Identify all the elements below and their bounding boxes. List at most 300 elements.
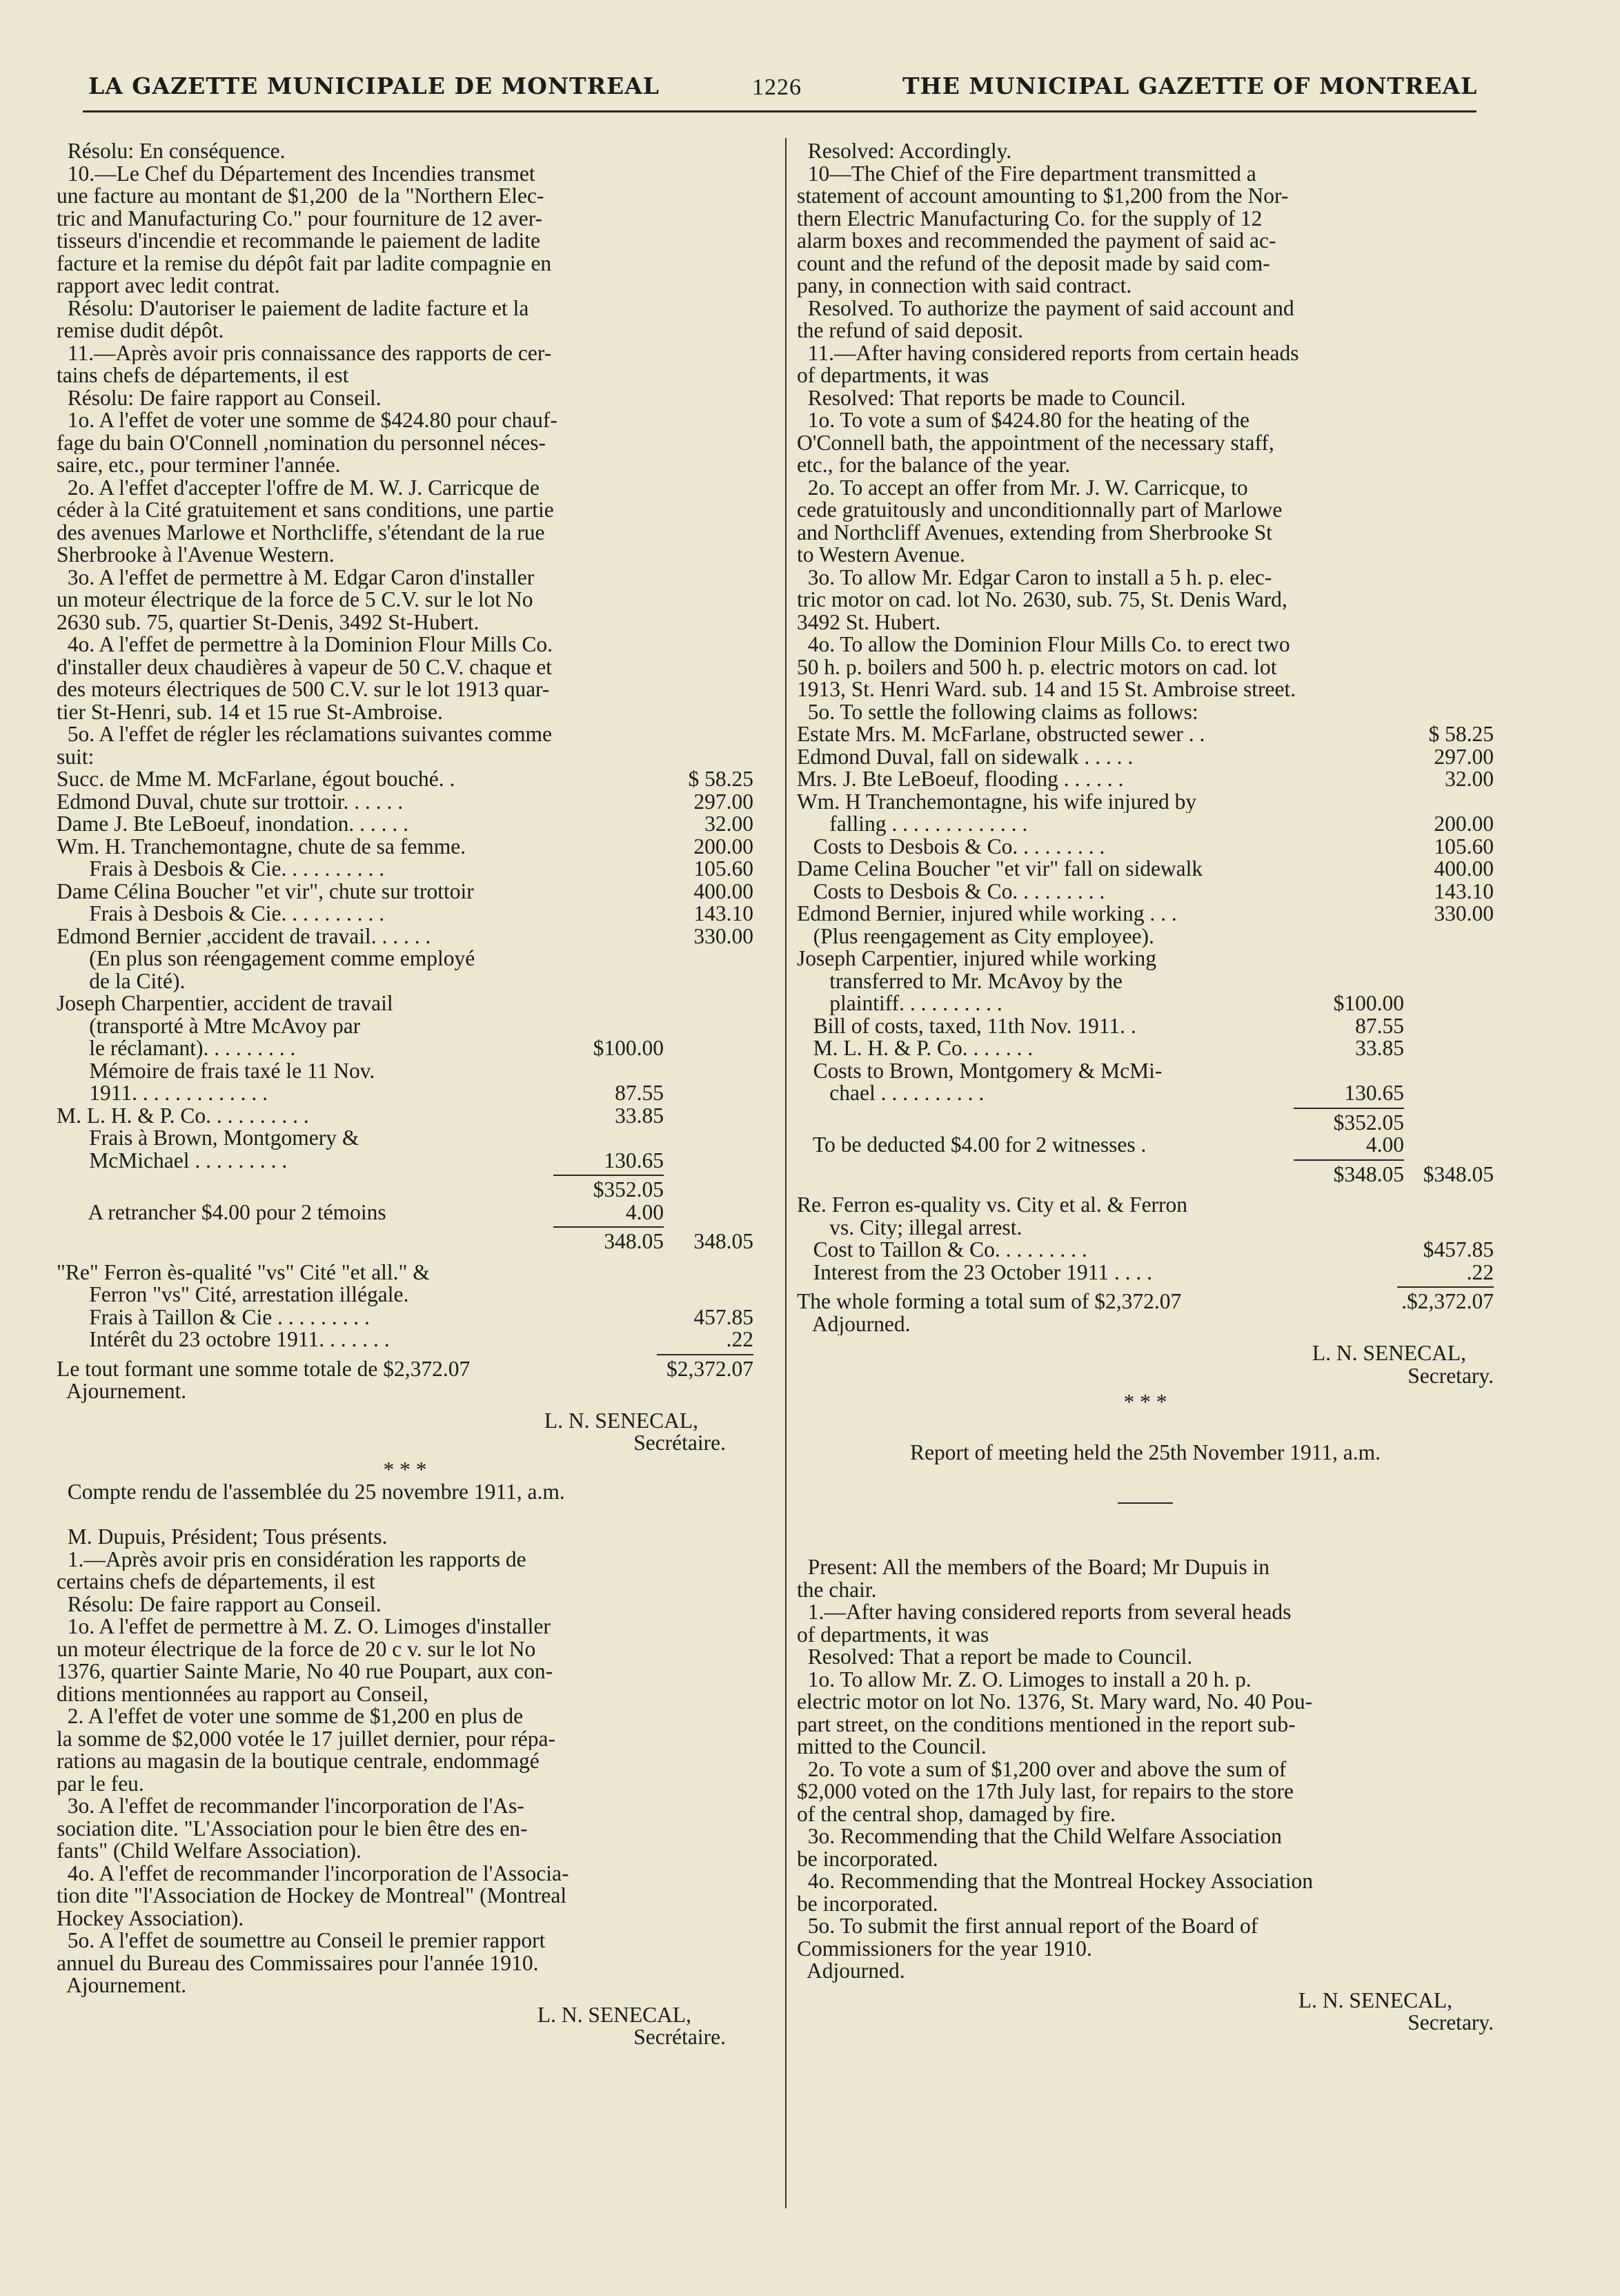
claim-amount: 32.00 <box>1445 767 1494 791</box>
grand-total-row <box>57 1358 753 1381</box>
claim-row <box>797 858 1494 881</box>
text-line: of the central shop, damaged by fire. <box>797 1803 1116 1825</box>
claim-amount <box>664 1150 753 1172</box>
deduction-label: A retrancher $4.00 pour 2 témoins <box>57 1199 386 1224</box>
claim-label: M. L. H. & P. Co. . . . . . . <box>797 1037 1034 1060</box>
claim-label: Cost to Taillon & Co. . . . . . . . . <box>797 1237 1087 1262</box>
spacer <box>57 1179 560 1201</box>
claim-row <box>57 1150 753 1172</box>
header-right-title: THE MUNICIPAL GAZETTE OF MONTREAL <box>902 72 1478 99</box>
claim-subamount <box>1301 858 1404 881</box>
claim-row <box>57 925 753 948</box>
text-line: of departments, it was <box>797 364 989 387</box>
text-line: 2630 sub. 75, quartier St-Denis, 3492 St-Hubert. <box>57 611 480 634</box>
text-line: Resolved. To authorize the payment of said account and <box>797 297 1294 320</box>
text-line: Ferron "vs" Cité, arrestation illégale. <box>57 1284 409 1306</box>
text-line: un moteur électrique de la force de 20 c v. sur le lot No <box>57 1638 536 1660</box>
claim-row <box>797 768 1494 791</box>
claim-amount <box>664 970 753 993</box>
text-line: Resolved: Accordingly. <box>797 140 1012 163</box>
claim-subamount <box>560 858 664 881</box>
text-line: Hockey Association). <box>57 1907 244 1930</box>
claim-subamount <box>1301 813 1404 836</box>
text-line: céder à la Cité gratuitement et sans conditions, une partie <box>57 499 554 522</box>
net-row <box>797 1161 1494 1186</box>
text-line: Adjourned. <box>797 1313 911 1335</box>
claim-amount: 330.00 <box>693 923 753 948</box>
text-line: un moteur électrique de la force de 5 C.V. sur le lot No <box>57 589 533 611</box>
text-line: M. Dupuis, Président; Tous présents. <box>57 1526 388 1549</box>
text-line: 3492 St. Hubert. <box>797 611 941 634</box>
claim-amount <box>664 1127 753 1150</box>
claim-label: Edmond Duval, chute sur trottoir. . . . . . <box>57 790 404 813</box>
text-line: and Northcliff Avenues, extending from Sherbrooke St <box>797 521 1273 544</box>
claim-subamount <box>560 1015 664 1038</box>
claim-label: chael . . . . . . . . . . <box>797 1082 985 1105</box>
claim-row <box>797 1259 1494 1284</box>
text-line: 4o. A l'effet de recommander l'incorporation de l'Associa- <box>57 1862 569 1885</box>
subtotal-row <box>797 1112 1494 1135</box>
deduction-label: To be deducted $4.00 for 2 witnesses . <box>797 1132 1147 1157</box>
text-line: electric motor on lot No. 1376, St. Mary ward, No. 40 Pou- <box>797 1691 1313 1714</box>
grand-total-label: Le tout formant une somme totale de $2,372.07 <box>57 1356 471 1381</box>
text-line: annuel du Bureau des Commissaires pour l'année 1910. <box>57 1952 539 1974</box>
page-number: 1226 <box>752 75 802 100</box>
claim-amount: 143.10 <box>693 901 753 925</box>
text-line: count and the refund of the deposit made by said com- <box>797 252 1270 275</box>
claim-row <box>797 948 1494 970</box>
spacer <box>664 1201 753 1224</box>
claim-row <box>57 881 753 903</box>
text-line: be incorporated. <box>797 1847 938 1870</box>
text-line: Ajournement. <box>57 1974 187 1997</box>
text-line: the chair. <box>797 1578 877 1601</box>
text-line: 5o. A l'effet de soumettre au Conseil le premier rapport <box>57 1930 546 1952</box>
subtotal-rule <box>1294 1108 1404 1109</box>
claim-subamount <box>1301 970 1404 993</box>
text-line: 2o. To accept an offer from Mr. J. W. Carricque, to <box>797 476 1248 499</box>
spacer <box>797 1164 1301 1186</box>
text-line: fants" (Child Welfare Association). <box>57 1840 362 1863</box>
net-rule <box>1294 1159 1404 1161</box>
claim-label: Mémoire de frais taxé le 11 Nov. <box>57 1059 375 1082</box>
column-divider <box>785 138 787 2208</box>
spacer <box>1404 1112 1494 1135</box>
claim-row <box>57 1060 753 1083</box>
claim-label: Mrs. J. Bte LeBoeuf, flooding . . . . . . <box>797 768 1124 791</box>
text-line: 2o. To vote a sum of $1,200 over and above the sum of <box>797 1758 1287 1780</box>
text-line: 11.—After having considered reports from certain heads <box>797 342 1299 364</box>
text-line: to Western Avenue. <box>797 544 965 567</box>
text-line: remise dudit dépôt. <box>57 320 224 342</box>
grand-total-value: $2,372.07 <box>666 1356 753 1381</box>
text-line: 5o. To submit the first annual report of the Board of <box>797 1915 1258 1938</box>
spacer <box>664 1179 753 1201</box>
text-line: tion dite "l'Association de Hockey de Montreal" (Montreal <box>57 1885 567 1907</box>
claim-label: Intérêt du 23 octobre 1911. . . . . . . <box>57 1327 390 1351</box>
claim-amount: $457.85 <box>1423 1237 1494 1262</box>
claim-subamount <box>1301 746 1404 769</box>
claim-label: Edmond Bernier ,accident de travail. . . . . . <box>57 925 431 948</box>
text-line: rapport avec ledit contrat. <box>57 275 280 297</box>
claim-row <box>57 791 753 814</box>
claim-amount <box>664 948 753 970</box>
text-line: 10.—Le Chef du Département des Incendies transmet <box>57 162 535 185</box>
claim-amount <box>1404 1060 1494 1083</box>
text-line: sociation dite. "L'Association pour le bien être des en- <box>57 1817 528 1840</box>
claim-subamount <box>560 903 664 925</box>
claim-amount <box>1404 925 1494 948</box>
text-line: 11.—Après avoir pris connaissance des rapports de cer- <box>57 342 552 364</box>
claim-subamount <box>560 813 664 836</box>
text-line: $2,000 voted on the 17th July last, for repairs to the store <box>797 1780 1294 1803</box>
claim-label: transferred to Mr. McAvoy by the <box>797 970 1123 992</box>
text-line: des moteurs électriques de 500 C.V. sur le lot 1913 quar- <box>57 678 550 701</box>
text-line: tric motor on cad. lot No. 2630, sub. 75, St. Denis Ward, <box>797 589 1287 611</box>
claim-label: Costs to Desbois & Co. . . . . . . . . <box>797 835 1105 858</box>
claim-label: Costs to Desbois & Co. . . . . . . . . <box>797 880 1105 903</box>
signature-title: Secrétaire. <box>633 2025 726 2049</box>
text-line: des avenues Marlowe et Northcliffe, s'étendant de la rue <box>57 521 545 544</box>
claim-row <box>797 836 1494 858</box>
text-line: etc., for the balance of the year. <box>797 454 1071 477</box>
claim-subamount <box>1301 723 1404 746</box>
claim-row <box>57 1015 753 1038</box>
text-line: thern Electric Manufacturing Co. for the supply of 12 <box>797 207 1263 230</box>
text-line: 3o. A l'effet de recommander l'incorporation de l'As- <box>57 1795 524 1818</box>
claim-label: Interest from the 23 October 1911 . . . . <box>797 1259 1152 1284</box>
text-line: Resolved: That reports be made to Council. <box>797 386 1186 409</box>
claim-amount <box>664 1060 753 1083</box>
claim-row <box>797 881 1494 903</box>
spacer <box>797 1186 1494 1194</box>
claim-label: (transporté à Mtre McAvoy par <box>57 1014 361 1037</box>
deduction-row <box>57 1201 753 1224</box>
claim-row <box>57 836 753 858</box>
claim-row <box>57 813 753 836</box>
text-line: 3o. A l'effet de permettre à M. Edgar Caron d'installer <box>57 566 535 589</box>
claim-row <box>57 1105 753 1128</box>
net-total: $348.05 <box>1423 1161 1494 1186</box>
claim-label: Estate Mrs. M. McFarlane, obstructed sewer . . <box>797 723 1205 746</box>
claim-row <box>797 970 1494 993</box>
claim-amount: 200.00 <box>1434 812 1494 836</box>
claim-amount <box>664 1037 753 1060</box>
text-line: cede gratuitously and unconditionnally part of Marlowe <box>797 499 1283 522</box>
subtotal-value: $352.05 <box>1333 1110 1404 1135</box>
claim-label: plaintiff. . . . . . . . . . <box>797 992 1002 1015</box>
net-value: $348.05 <box>1333 1161 1404 1186</box>
text-line: 1376, quartier Sainte Marie, No 40 rue Poupart, aux con- <box>57 1660 553 1683</box>
claim-subamount <box>560 970 664 993</box>
claim-label: Frais à Taillon & Cie . . . . . . . . . <box>57 1304 370 1329</box>
claim-row <box>57 768 753 791</box>
claim-row <box>57 1328 753 1351</box>
text-line: O'Connell bath, the appointment of the necessary staff, <box>797 431 1274 454</box>
grand-total-value: .$2,372.07 <box>1401 1289 1494 1313</box>
claim-label: Edmond Bernier, injured while working . . . <box>797 903 1177 925</box>
claim-amount: 105.60 <box>693 856 753 881</box>
claim-label: (Plus reengagement as City employee). <box>797 925 1154 948</box>
claim-label: Joseph Charpentier, accident de travail <box>57 992 393 1015</box>
text-line: tains chefs de départements, il est <box>57 364 349 387</box>
claim-row <box>797 1060 1494 1083</box>
claim-amount: 400.00 <box>1434 856 1494 881</box>
claim-label: Frais à Brown, Montgomery & <box>57 1127 359 1150</box>
signature-name: L. N. SENECAL, <box>544 1408 698 1433</box>
claim-row <box>57 948 753 970</box>
claim-amount: 330.00 <box>1434 901 1494 925</box>
claim-subamount <box>1301 768 1404 791</box>
claim-subamount <box>560 1060 664 1083</box>
claim-row <box>797 723 1494 746</box>
text-line: 1.—After having considered reports from several heads <box>797 1601 1292 1624</box>
claim-label: 1911. . . . . . . . . . . . . <box>57 1082 268 1105</box>
claim-subamount <box>560 836 664 858</box>
english-column <box>797 140 1494 2034</box>
text-line: 1913, St. Henri Ward. sub. 14 and 15 St. Ambroise street. <box>797 678 1296 701</box>
subtotal-row <box>57 1179 753 1201</box>
claim-amount <box>1404 791 1494 814</box>
claim-row <box>57 970 753 993</box>
claim-amount: $ 58.25 <box>688 767 753 791</box>
net-total: 348.05 <box>693 1229 753 1253</box>
text-line: 2. A l'effet de voter une somme de $1,200 en plus de <box>57 1705 524 1728</box>
claim-label: Frais à Desbois & Cie. . . . . . . . . . <box>57 858 385 881</box>
claim-row <box>57 1127 753 1150</box>
claim-subamount <box>1301 903 1404 925</box>
claim-subamount: 130.65 <box>1344 1081 1404 1105</box>
claim-row <box>797 925 1494 948</box>
claim-amount: 400.00 <box>693 879 753 903</box>
claim-label: Edmond Duval, fall on sidewalk . . . . . <box>797 745 1134 768</box>
text-line: facture et la remise du dépôt fait par ladite compagnie en <box>57 252 552 275</box>
short-rule <box>1118 1502 1173 1504</box>
text-line: mitted to the Council. <box>797 1736 987 1758</box>
text-line: alarm boxes and recommended the payment of said ac- <box>797 230 1276 253</box>
text-line: tisseurs d'incendie et recommande le paiement de ladite <box>57 230 541 253</box>
net-rule <box>553 1226 664 1228</box>
claim-subamount: $100.00 <box>1333 991 1404 1015</box>
text-line: 3o. Recommending that the Child Welfare Association <box>797 1825 1282 1848</box>
header-rule <box>83 110 1476 112</box>
signature-name: L. N. SENECAL, <box>1298 1988 1452 2012</box>
text-line: 4o. A l'effet de permettre à la Dominion Flour Mills Co. <box>57 634 553 656</box>
claim-subamount: 130.65 <box>604 1148 664 1172</box>
claim-amount <box>1404 1015 1494 1038</box>
claim-subamount <box>560 791 664 814</box>
spacer <box>57 1230 560 1253</box>
claim-amount <box>1404 970 1494 993</box>
deduction-row <box>797 1134 1494 1157</box>
text-line: Résolu: De faire rapport au Conseil. <box>57 1593 382 1616</box>
text-line: vs. City; illegal arrest. <box>797 1216 1023 1239</box>
claim-row <box>797 1239 1494 1262</box>
claim-amount <box>664 1082 753 1105</box>
claim-row <box>797 746 1494 769</box>
grand-total-label: The whole forming a total sum of $2,372.07 <box>797 1289 1182 1313</box>
text-line: rations au magasin de la boutique centrale, endommagé <box>57 1750 540 1773</box>
claim-subamount <box>560 925 664 948</box>
text-line: Résolu: En conséquence. <box>57 140 286 163</box>
text-line: 5o. To settle the following claims as follows: <box>797 700 1198 723</box>
claim-label: Bill of costs, taxed, 11th Nov. 1911. . <box>797 1014 1136 1037</box>
claim-label: McMichael . . . . . . . . . <box>57 1149 288 1172</box>
claim-row <box>797 903 1494 925</box>
deduction-value: 4.00 <box>625 1199 664 1224</box>
claim-label: M. L. H. & P. Co. . . . . . . . . . <box>57 1104 309 1127</box>
net-row <box>57 1230 753 1253</box>
text-line: Re. Ferron es-quality vs. City et al. & Ferron <box>797 1194 1188 1217</box>
claim-label: Frais à Desbois & Cie. . . . . . . . . . <box>57 903 385 925</box>
claim-amount <box>664 1105 753 1128</box>
claim-row <box>797 1082 1494 1105</box>
claim-subamount: $100.00 <box>593 1036 664 1060</box>
text-line: tier St-Henri, sub. 14 et 15 rue St-Ambroise. <box>57 700 443 723</box>
claim-amount: 105.60 <box>1434 834 1494 858</box>
text-line: 4o. To allow the Dominion Flour Mills Co. to erect two <box>797 634 1290 656</box>
claim-label: de la Cité). <box>57 970 186 992</box>
text-line: part street, on the conditions mentioned in the report sub- <box>797 1713 1296 1736</box>
claim-amount: 457.85 <box>693 1304 753 1329</box>
claim-subamount <box>1301 925 1404 948</box>
claim-subamount <box>1301 881 1404 903</box>
claim-amount <box>1404 1082 1494 1105</box>
claim-subamount: 87.55 <box>1355 1013 1404 1038</box>
text-line: 1.—Après avoir pris en considération les rapports de <box>57 1548 526 1571</box>
text-line: 10—The Chief of the Fire department transmitted a <box>797 162 1256 185</box>
claim-subamount: 33.85 <box>615 1103 664 1128</box>
text-line: be incorporated. <box>797 1892 938 1915</box>
claim-amount <box>1404 1037 1494 1060</box>
total-rule <box>657 1354 753 1355</box>
report-title: Report of meeting held the 25th November 1911, a.m. <box>909 1440 1381 1464</box>
text-line: 1o. To allow Mr. Z. O. Limoges to install a 20 h. p. <box>797 1668 1252 1691</box>
claim-amount <box>664 1015 753 1038</box>
text-line: par le feu. <box>57 1772 144 1795</box>
text-line: d'installer deux chaudières à vapeur de 50 C.V. chaque et <box>57 656 552 678</box>
text-line: "Re" Ferron ès-qualité "vs" Cité "et all." & <box>57 1261 430 1284</box>
claim-row <box>57 858 753 881</box>
text-line: 2o. A l'effet d'accepter l'offre de M. W. J. Carricque de <box>57 476 540 499</box>
claim-label: Wm. H. Tranchemontagne, chute de sa femme. <box>57 835 466 858</box>
text-line: Compte rendu de l'assemblée du 25 novembre 1911, a.m. <box>57 1481 565 1504</box>
french-column <box>57 140 753 2049</box>
text-line: 5o. A l'effet de régler les réclamations suivantes comme <box>57 723 552 746</box>
grand-total-row <box>797 1291 1494 1313</box>
signature-name: L. N. SENECAL, <box>1312 1341 1466 1365</box>
text-line: ditions mentionnées au rapport au Conseil, <box>57 1682 428 1705</box>
spacer <box>1404 1134 1494 1157</box>
claim-subamount <box>560 948 664 970</box>
text-line: 1o. A l'effet de permettre à M. Z. O. Limoges d'installer <box>57 1616 551 1638</box>
text-line: saire, etc., pour terminer l'année. <box>57 454 341 477</box>
signature-title: Secretary. <box>1407 1363 1494 1388</box>
claim-amount: 297.00 <box>693 789 753 814</box>
text-line: une facture au montant de $1,200 de la "Northern Elec- <box>57 185 544 208</box>
claim-row <box>57 1082 753 1105</box>
text-line: suit: <box>57 745 95 768</box>
claim-label: le réclamant). . . . . . . . . <box>57 1037 296 1060</box>
text-line: pany, in connection with said contract. <box>797 275 1132 297</box>
claim-amount <box>1404 992 1494 1015</box>
claim-label: Joseph Carpentier, injured while working <box>797 948 1156 970</box>
claim-row <box>797 992 1494 1015</box>
claim-amount: 297.00 <box>1434 744 1494 769</box>
claim-subamount <box>1301 948 1404 970</box>
text-line: Résolu: D'autoriser le paiement de ladite facture et la <box>57 297 529 320</box>
claim-label: Dame Célina Boucher "et vir", chute sur trottoir <box>57 880 474 903</box>
claim-subamount <box>560 1127 664 1150</box>
text-line: tric and Manufacturing Co." pour fourniture de 12 aver- <box>57 207 543 230</box>
claim-row <box>797 813 1494 836</box>
signature-name: L. N. SENECAL, <box>537 2002 691 2027</box>
section-stars: * * * <box>1123 1390 1167 1414</box>
claim-row <box>57 1306 753 1329</box>
claim-amount: .22 <box>726 1327 753 1351</box>
claim-subamount <box>560 768 664 791</box>
claim-amount <box>1404 948 1494 970</box>
text-line: Résolu: De faire rapport au Conseil. <box>57 386 382 409</box>
claim-label: Wm. H Tranchemontagne, his wife injured by <box>797 790 1197 813</box>
claim-label: Dame J. Bte LeBoeuf, inondation. . . . . . <box>57 813 409 836</box>
net-value: 348.05 <box>604 1229 664 1253</box>
claim-subamount <box>560 992 664 1015</box>
text-line: 4o. Recommending that the Montreal Hockey Association <box>797 1870 1313 1893</box>
subtotal-rule <box>553 1175 664 1176</box>
text-line: Sherbrooke à l'Avenue Western. <box>57 544 335 567</box>
claim-amount: 143.10 <box>1434 879 1494 903</box>
claim-row <box>797 1015 1494 1038</box>
text-line <box>57 1504 753 1527</box>
claim-subamount: 87.55 <box>615 1081 664 1105</box>
claim-subamount <box>1301 791 1404 814</box>
claim-row <box>797 1037 1494 1060</box>
claim-amount: .22 <box>1466 1259 1494 1284</box>
claim-label: Costs to Brown, Montgomery & McMi- <box>797 1059 1163 1082</box>
claim-amount: 200.00 <box>693 834 753 858</box>
text-line: Adjourned. <box>797 1960 905 1983</box>
spacer <box>57 1253 753 1262</box>
claim-label: falling . . . . . . . . . . . . . <box>797 813 1028 836</box>
claim-subamount <box>560 881 664 903</box>
subtotal-value: $352.05 <box>593 1177 664 1201</box>
signature-title: Secretary. <box>1407 2010 1494 2034</box>
text-line: the refund of said deposit. <box>797 320 1024 342</box>
claim-amount: $ 58.25 <box>1428 722 1494 746</box>
text-line: 1o. A l'effet de voter une somme de $424.80 pour chauf- <box>57 409 557 432</box>
text-line: la somme de $2,000 votée le 17 juillet dernier, pour répa- <box>57 1727 556 1750</box>
text-line: Commissioners for the year 1910. <box>797 1937 1092 1960</box>
claim-row <box>57 1037 753 1060</box>
claim-subamount <box>1301 836 1404 858</box>
text-line: of departments, it was <box>797 1623 989 1646</box>
text-line: statement of account amounting to $1,200 from the Nor- <box>797 185 1289 208</box>
header-left-title: LA GAZETTE MUNICIPALE DE MONTREAL <box>88 72 660 99</box>
claim-label: Succ. de Mme M. McFarlane, égout bouché. . <box>57 768 455 791</box>
claim-row <box>57 903 753 925</box>
total-rule <box>1397 1286 1494 1288</box>
text-line: 1o. To vote a sum of $424.80 for the heating of the <box>797 409 1249 432</box>
signature-title: Secrétaire. <box>633 1431 726 1455</box>
spacer <box>797 1112 1301 1135</box>
text-line: certains chefs de départements, il est <box>57 1571 375 1593</box>
text-line: 50 h. p. boilers and 500 h. p. electric motors on cad. lot <box>797 656 1277 678</box>
claim-label: Dame Celina Boucher "et vir" fall on sidewalk <box>797 858 1203 881</box>
claim-row <box>57 992 753 1015</box>
text-line: fage du bain O'Connell ,nomination du personnel néces- <box>57 431 546 454</box>
text-line: Present: All the members of the Board; Mr Dupuis in <box>797 1556 1270 1579</box>
